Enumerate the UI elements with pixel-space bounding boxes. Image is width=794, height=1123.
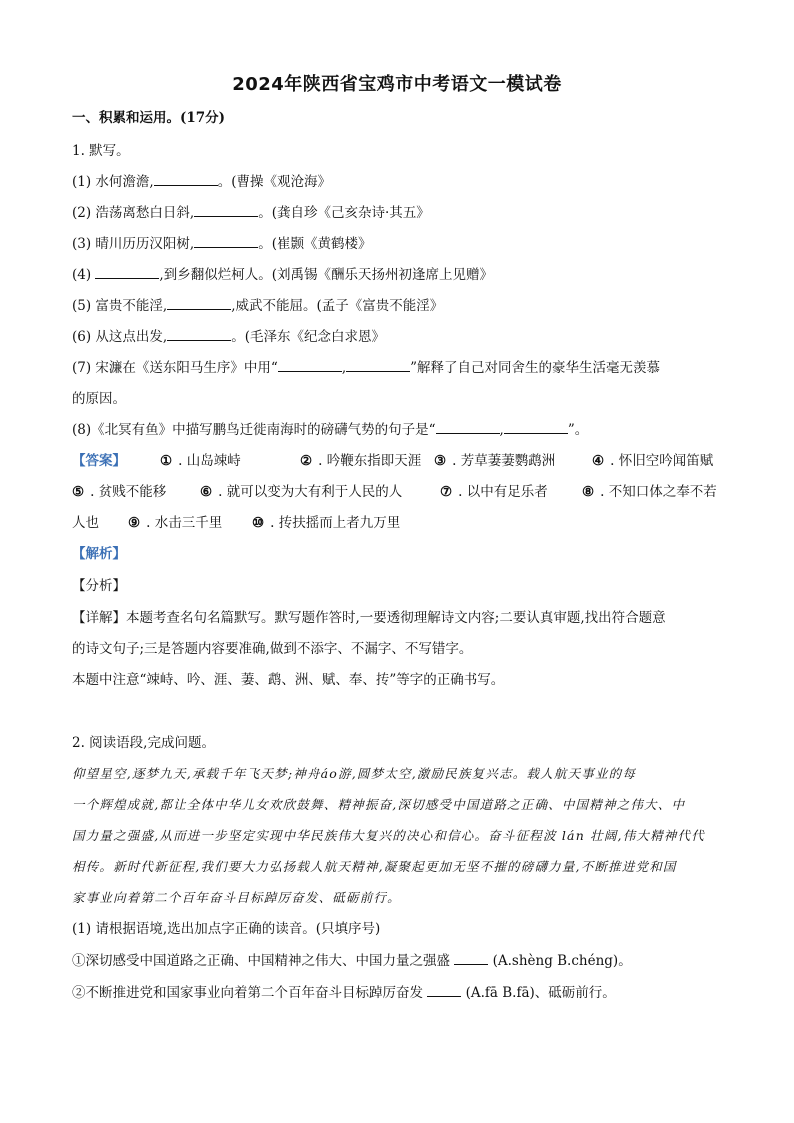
q1-item-4-pre: (4): [72, 267, 96, 283]
answer-blank: [346, 358, 410, 372]
section-heading: 一、积累和运用。(17分): [72, 110, 226, 126]
answer-item: ② . 吟鞭东指即天涯: [300, 453, 422, 469]
q1-item-4-post: ,到乡翻似烂柯人。(刘禹锡《酬乐天扬州初逢席上见赠》: [159, 267, 493, 283]
q1-item-2-pre: (2) 浩荡离愁白日斜,: [72, 205, 195, 221]
q1-item-8: [72, 420, 588, 440]
q1-item-1-post: 。(曹操《观沧海》: [217, 174, 331, 190]
q1-item-8-post: ”。: [567, 422, 589, 438]
answer-blank: [454, 951, 488, 965]
answer-blank: [504, 420, 568, 434]
q1-item-6: [72, 327, 385, 347]
answer-blank: [278, 358, 342, 372]
q1-item-7-mid: ,: [341, 360, 347, 376]
detail-line-2: 的诗文句子;三是答题内容要准确,做到不添字、不漏字、不写错字。: [72, 641, 473, 657]
detail-tag: 【详解】: [72, 610, 126, 626]
answer-blank: [194, 234, 258, 248]
q2-option-1-post: (A.shèng B.chéng)。: [492, 953, 632, 969]
answer-item: ⑩ . 抟扶摇而上者九万里: [252, 515, 401, 531]
answer-item: ⑨ . 水击三千里: [128, 515, 223, 531]
analysis-tag: 【解析】: [72, 546, 126, 562]
answer-blank: [436, 420, 500, 434]
page-title: 2024年陕西省宝鸡市中考语文一模试卷: [232, 74, 562, 95]
q1-item-8-mid: ,: [499, 422, 504, 438]
q1-item-5-pre: (5) 富贵不能淫,: [72, 298, 168, 314]
answer-blank: [167, 327, 231, 341]
answer-item: ⑤ . 贫贱不能移: [72, 484, 167, 500]
answer-row-3: [72, 513, 401, 533]
answer-item: ③ . 芳草萋萋鹦鹉洲: [434, 453, 556, 469]
q1-item-8-pre: (8)《北冥有鱼》中描写鹏鸟迁徙南海时的磅礴气势的句子是“: [72, 422, 436, 438]
q1-item-7-post: ”解释了自己对同舍生的豪华生活毫无羡慕: [410, 360, 661, 376]
q1-item-2-post: 。(龚自珍《己亥杂诗·其五》: [258, 205, 430, 221]
detail-line-3: 本题中注意“竦峙、吟、涯、萋、鹉、洲、赋、奉、抟”等字的正确书写。: [72, 672, 505, 688]
answer-item: ⑦ . 以中有足乐者: [440, 484, 548, 500]
fenxi-tag: 【分析】: [72, 578, 126, 594]
answer-row-1: [72, 451, 714, 471]
q1-item-3-post: 。(崔颢《黄鹤楼》: [258, 236, 372, 252]
answer-blank: [154, 172, 218, 186]
q1-item-7-line2: 的原因。: [72, 391, 126, 407]
answer-lead: 人也: [72, 515, 99, 531]
q1-item-6-pre: (6) 从这点出发,: [72, 329, 168, 345]
answer-item: ⑧ . 不知口体之奉不若: [582, 484, 717, 500]
q2-option-2: [72, 983, 616, 1003]
passage-line: 相传。新时代新征程,我们要大力弘扬载人航天精神,凝聚起更加无坚不摧的磅礴力量,不断推进党和国: [72, 859, 677, 874]
question-1-heading: 1. 默写。: [72, 143, 130, 159]
q2-option-2-post: (A.fā B.fā)、砥砺前行。: [465, 985, 616, 1001]
q1-item-3-pre: (3) 晴川历历汉阳树,: [72, 236, 195, 252]
answer-item: ① . 山岛竦峙: [160, 453, 241, 469]
q2-option-2-pre: ②不断推进党和国家事业向着第二个百年奋斗目标踔厉奋发: [72, 985, 423, 1001]
answer-item: ④ . 怀旧空吟闻笛赋: [592, 453, 714, 469]
q1-item-1-pre: (1) 水何澹澹,: [72, 174, 154, 190]
answer-tag: 【答案】: [72, 453, 126, 469]
q2-option-1-pre: ①深切感受中国道路之正确、中国精神之伟大、中国力量之强盛: [72, 953, 450, 969]
q1-item-5: [72, 296, 443, 316]
q1-item-5-post: ,威武不能屈。(孟子《富贵不能淫》: [231, 298, 444, 314]
q1-item-4: [72, 265, 493, 285]
passage-line: 国力量之强盛,从而进一步坚定实现中华民族伟大复兴的决心和信心。奋斗征程波 lán 壮阔,伟大精神代代: [72, 828, 705, 843]
passage-line: 仰望星空,逐梦九天,承载千年飞天梦;神舟áo游,圆梦太空,激励民族复兴志。载人航天事业的每: [72, 766, 637, 781]
question-2-heading: 2. 阅读语段,完成问题。: [72, 735, 215, 751]
answer-item: ⑥ . 就可以变为大有利于人民的人: [200, 484, 403, 500]
passage-line: 一个辉煌成就,都让全体中华儿女欢欣鼓舞、精神振奋,深切感受中国道路之正确、中国精神之伟大、中: [72, 797, 686, 812]
detail-text: 本题考查名句名篇默写。默写题作答时,一要透彻理解诗文内容;二要认真审题,找出符合题意: [126, 610, 666, 626]
q2-sub-1: (1) 请根据语境,选出加点字正确的读音。(只填序号): [72, 921, 381, 937]
answer-blank: [194, 203, 258, 217]
answer-blank: [167, 296, 231, 310]
q1-item-1: [72, 172, 331, 192]
q2-option-1: [72, 951, 632, 971]
answer-blank: [427, 983, 461, 997]
answer-blank: [95, 265, 159, 279]
q1-item-3: [72, 234, 372, 254]
q1-item-7: [72, 358, 660, 378]
detail-line-1: [72, 608, 666, 628]
passage-line: 家事业向着第二个百年奋斗目标踔厉奋发、砥砺前行。: [72, 890, 401, 905]
q1-item-6-post: 。(毛泽东《纪念白求恩》: [231, 329, 385, 345]
q1-item-2: [72, 203, 430, 223]
q1-item-7-pre: (7) 宋濂在《送东阳马生序》中用“: [72, 360, 278, 376]
